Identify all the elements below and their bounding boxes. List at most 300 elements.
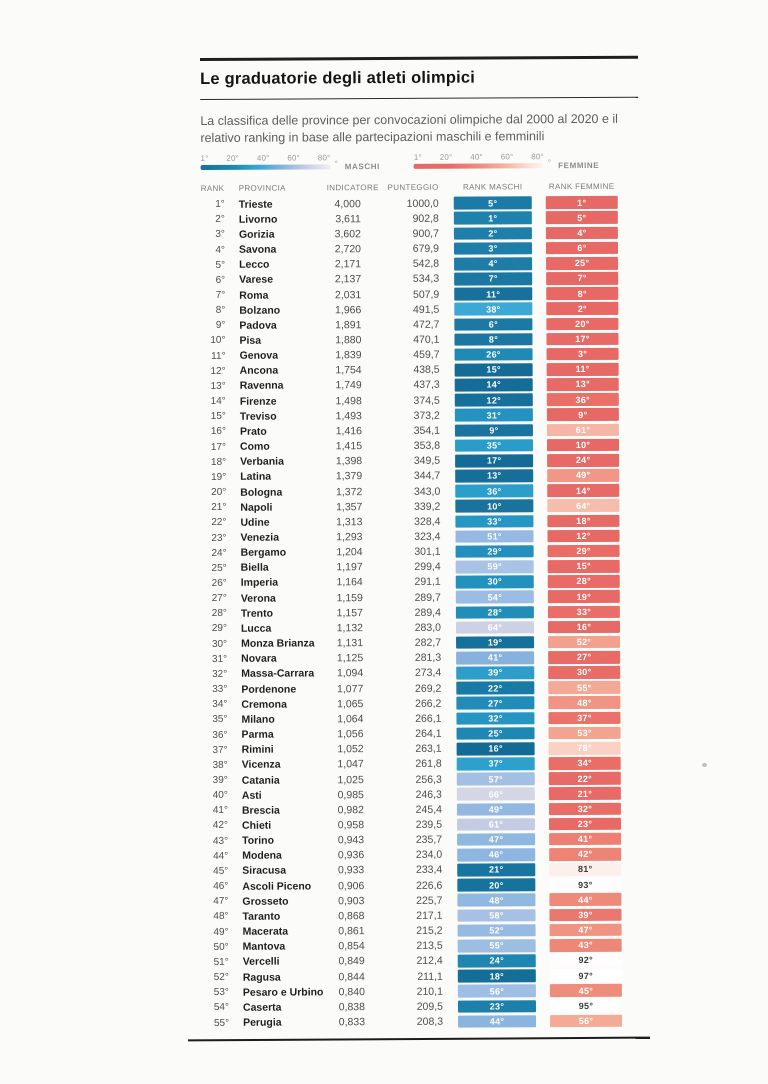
rank-femmine-chip: 29° [548,545,620,558]
rank-cell: 23° [211,532,227,544]
rank-cell: 45° [213,865,229,877]
punteggio-cell: 328,4 [414,515,441,528]
punteggio-cell: 902,8 [412,212,439,225]
indicatore-cell: 0,982 [337,803,364,817]
rank-maschi-chip: 9° [455,424,533,437]
rank-femmine-chip: 92° [550,954,622,967]
indicatore-cell: 0,868 [338,910,365,923]
column-header-punteggio: PUNTEGGIO [387,182,439,192]
provincia-cell: Prato [239,425,267,438]
rank-maschi-chip: 54° [456,591,534,604]
rank-maschi-chip: 46° [457,848,535,861]
punteggio-cell: 289,7 [414,591,441,604]
rank-cell: 43° [212,835,229,847]
indicatore-cell: 0,838 [338,1001,366,1014]
column-header-indicatore: INDICATORE [326,182,379,192]
provincia-cell: Latina [240,471,272,484]
column-header-provincia: PROVINCIA [238,183,286,193]
rank-maschi-chip: 13° [455,469,533,482]
rank-cell: 19° [211,471,227,483]
indicatore-cell: 0,840 [338,985,365,998]
rank-maschi-chip: 30° [456,575,534,588]
rank-femmine-chip: 37° [548,711,620,724]
punteggio-cell: 301,1 [414,545,441,559]
rank-maschi-chip: 44° [458,1015,536,1028]
tick-label: 1° [413,152,422,162]
rank-femmine-chip: 2° [546,302,618,315]
indicatore-cell: 2,137 [334,273,362,286]
rank-femmine-chip: 25° [546,257,618,270]
provincia-cell: Monza Brianza [241,637,315,650]
indicatore-cell: 1,498 [335,394,362,407]
rank-maschi-chip: 39° [456,666,534,679]
rank-femmine-chip: 52° [548,636,620,649]
provincia-cell: Siracusa [242,865,287,878]
provincia-cell: Pisa [239,334,262,347]
indicatore-cell: 0,958 [337,819,365,832]
rank-femmine-chip: 23° [549,817,621,830]
provincia-cell: Grosseto [242,895,289,908]
provincia-cell: Pesaro e Urbino [242,986,324,999]
punteggio-cell: 323,4 [414,530,441,543]
rank-maschi-chip: 4° [454,257,532,270]
punteggio-cell: 208,3 [416,1015,444,1028]
provincia-cell: Genova [239,349,279,362]
rank-femmine-chip: 22° [549,772,621,785]
provincia-cell: Novara [241,652,277,666]
rank-femmine-chip: 10° [547,439,619,452]
indicatore-cell: 1,204 [336,546,363,559]
rank-cell: 25° [211,562,227,574]
rank-maschi-chip: 38° [454,303,532,316]
rank-femmine-chip: 81° [549,863,621,876]
punteggio-cell: 217,1 [416,909,443,922]
indicatore-cell: 1,749 [335,379,362,392]
rank-cell: 24° [211,547,227,559]
punteggio-cell: 437,3 [413,379,440,392]
rank-maschi-chip: 58° [457,909,535,922]
punteggio-cell: 291,1 [414,576,441,589]
indicatore-cell: 0,906 [338,879,365,892]
rank-maschi-chip: 16° [457,742,535,755]
rank-cell: 36° [212,729,228,741]
rank-cell: 33° [212,683,228,696]
indicatore-cell: 1,839 [335,349,362,362]
rank-maschi-chip: 32° [456,712,534,725]
rank-femmine-chip: 64° [547,499,619,512]
provincia-cell: Milano [241,713,275,726]
rank-femmine-chip: 34° [549,757,621,770]
tick-label: 1° [200,153,209,163]
rank-maschi-chip: 27° [456,697,534,710]
rank-maschi-chip: 59° [456,560,534,573]
column-header-rank-femmine: RANK FEMMINE [548,181,615,191]
indicatore-cell: 1,398 [335,455,363,468]
punteggio-cell: 1000,0 [406,197,439,210]
punteggio-cell: 213,5 [416,939,443,953]
rank-cell: 54° [213,1002,230,1014]
indicatore-cell: 1,047 [337,758,364,771]
punteggio-cell: 491,5 [413,303,440,316]
rank-cell: 6° [215,274,226,286]
rank-femmine-chip: 12° [547,530,619,543]
legend-femmine-ticks [414,152,544,162]
rank-femmine-chip: 43° [550,939,622,952]
rank-maschi-chip: 23° [458,1000,536,1013]
indicatore-cell: 0,849 [338,955,365,968]
rank-maschi-chip: 48° [457,894,535,907]
rank-maschi-chip: 64° [456,621,534,634]
column-header-rank: RANK [200,183,225,193]
indicatore-cell: 1,065 [337,697,364,711]
punteggio-cell: 246,3 [415,788,442,801]
punteggio-cell: 215,2 [416,924,443,937]
rank-maschi-chip: 10° [455,500,533,513]
provincia-cell: Taranto [242,910,281,923]
legend-end-mark: ° [547,158,552,168]
provincia-cell: Como [240,440,270,453]
rank-femmine-chip: 56° [550,1015,622,1028]
rank-cell: 46° [213,880,229,893]
indicatore-cell: 1,379 [335,470,363,483]
table-rows [201,195,643,1031]
punteggio-cell: 438,5 [413,364,440,377]
rank-femmine-chip: 53° [549,727,621,740]
punteggio-cell: 233,4 [415,864,443,877]
rank-femmine-chip: 48° [548,696,620,709]
rank-femmine-chip: 27° [548,651,620,664]
provincia-cell: Ravenna [239,380,284,393]
indicatore-cell: 1,966 [335,303,362,316]
rank-femmine-chip: 11° [547,363,619,376]
punteggio-cell: 266,1 [415,712,442,725]
punteggio-cell: 263,1 [415,742,442,756]
indicatore-cell: 1,157 [336,606,363,620]
provincia-cell: Massa-Carrara [241,667,315,681]
punteggio-cell: 234,0 [415,849,443,862]
tick-label: 80° [531,152,544,162]
provincia-cell: Torino [242,834,275,847]
rank-cell: 1° [215,198,225,211]
punteggio-cell: 212,4 [416,955,443,968]
rank-femmine-chip: 47° [550,924,622,937]
chart-subtitle: La classifica delle province per convocazioni olimpiche dal 2000 al 2020 e il relativo ranking in base alle partecipazioni maschili e femminili [200,111,618,145]
rank-femmine-chip: 4° [546,226,618,239]
rank-cell: 8° [215,305,226,317]
legend-maschi-label: MASCHI [344,162,380,172]
rank-cell: 34° [212,699,228,711]
rank-cell: 22° [211,517,227,529]
indicatore-cell: 1,415 [335,440,363,453]
punteggio-cell: 264,1 [415,727,442,740]
rank-cell: 53° [213,987,229,999]
indicatore-cell: 0,943 [337,834,365,847]
provincia-cell: Pordenone [241,683,297,696]
rank-femmine-chip: 1° [546,196,618,209]
rank-cell: 21° [211,502,227,514]
rank-maschi-chip: 3° [454,242,532,255]
punteggio-cell: 235,7 [415,833,443,847]
rank-maschi-chip: 28° [456,606,534,619]
maschi-gradient-bar [201,164,331,170]
rank-cell: 47° [213,896,229,908]
indicatore-cell: 0,933 [337,864,365,877]
provincia-cell: Chieti [241,819,272,832]
provincia-cell: Mantova [242,940,286,954]
rank-femmine-chip: 9° [547,408,619,421]
article-page [200,56,643,1031]
rank-cell: 35° [212,714,228,726]
rank-maschi-chip: 33° [455,515,533,528]
rank-cell: 40° [212,790,228,802]
rank-cell: 37° [212,744,228,756]
indicatore-cell: 1,094 [336,667,364,680]
indicatore-cell: 1,357 [336,500,363,513]
rank-maschi-chip: 61° [457,818,535,831]
provincia-cell: Gorizia [238,228,275,241]
punteggio-cell: 209,5 [416,1000,444,1013]
indicatore-cell: 1,313 [336,516,363,529]
rank-maschi-chip: 12° [455,394,533,407]
rank-femmine-chip: 30° [548,666,620,679]
indicatore-cell: 1,056 [337,728,364,741]
rank-femmine-chip: 24° [547,454,619,467]
rank-femmine-chip: 44° [549,893,621,906]
indicatore-cell: 1,891 [335,318,362,332]
rank-maschi-chip: 2° [454,227,532,240]
provincia-cell: Bergamo [240,546,287,559]
rank-femmine-chip: 42° [549,848,621,861]
punteggio-cell: 374,5 [413,394,440,407]
punteggio-cell: 542,8 [412,257,440,271]
punteggio-cell: 339,2 [414,500,441,513]
provincia-cell: Savona [238,243,277,256]
rank-cell: 16° [210,426,226,438]
rank-maschi-chip: 24° [458,954,536,967]
rank-cell: 29° [211,623,228,635]
provincia-cell: Firenze [239,395,277,408]
rank-maschi-chip: 31° [455,409,533,422]
punteggio-cell: 269,2 [414,682,442,695]
rank-cell: 28° [211,608,227,620]
indicatore-cell: 1,880 [335,334,362,347]
table-header-row [201,179,639,195]
rank-maschi-chip: 55° [458,939,536,952]
punteggio-cell: 282,7 [414,636,442,649]
rank-cell: 44° [213,850,229,862]
rank-femmine-chip: 13° [547,378,619,391]
provincia-cell: Roma [239,289,269,302]
provincia-cell: Padova [239,319,277,332]
provincia-cell: Modena [242,849,282,863]
punteggio-cell: 534,3 [412,273,440,286]
indicatore-cell: 0,903 [338,894,365,908]
rank-femmine-chip: 14° [547,484,619,497]
provincia-cell: Biella [240,561,269,575]
column-header-rank-maschi: RANK MASCHI [462,181,523,192]
rank-maschi-chip: 22° [456,682,534,695]
indicatore-cell: 1,293 [336,531,363,544]
punteggio-cell: 256,3 [415,773,442,786]
rank-femmine-chip: 32° [549,802,621,815]
provincia-cell: Macerata [242,925,289,938]
rank-cell: 49° [213,926,229,938]
punteggio-cell: 226,6 [416,879,443,892]
rank-maschi-chip: 29° [456,545,534,558]
rank-cell: 7° [215,289,226,301]
rank-maschi-chip: 21° [457,863,535,876]
rank-cell: 42° [212,820,229,832]
punteggio-cell: 239,5 [415,818,443,831]
rank-femmine-chip: 8° [546,287,618,300]
provincia-cell: Bologna [240,486,283,499]
provincia-cell: Brescia [241,804,280,817]
rank-cell: 9° [215,320,226,332]
tick-label: 40° [470,152,483,162]
tick-label: 60° [500,152,514,162]
rank-femmine-chip: 45° [550,984,622,997]
indicatore-cell: 1,025 [337,773,364,786]
punteggio-cell: 266,2 [415,697,442,710]
rank-cell: 18° [210,456,227,468]
rank-maschi-chip: 51° [455,530,533,543]
indicatore-cell: 0,936 [337,849,365,862]
title-block [200,56,638,100]
indicatore-cell: 1,164 [336,576,363,589]
rank-maschi-chip: 35° [455,439,533,452]
color-scale-legend [201,152,639,172]
rank-cell: 38° [212,759,228,771]
rank-cell: 41° [212,805,228,817]
punteggio-cell: 373,2 [413,409,440,422]
tick-label: 40° [256,153,270,163]
rank-cell: 12° [210,365,226,377]
rank-cell: 11° [211,350,226,362]
provincia-cell: Verona [240,592,276,605]
indicatore-cell: 1,197 [336,561,363,574]
rank-maschi-chip: 47° [457,833,535,846]
provincia-cell: Udine [240,516,270,529]
tick-label: 80° [317,153,331,163]
indicatore-cell: 1,159 [336,591,363,604]
tick-label: 20° [439,152,453,162]
rank-cell: 50° [213,941,229,953]
punteggio-cell: 470,1 [413,333,440,346]
rank-maschi-chip: 15° [455,363,533,376]
indicatore-cell: 0,854 [338,940,365,953]
provincia-cell: Cremona [241,698,287,711]
rank-femmine-chip: 36° [547,393,619,406]
punteggio-cell: 354,1 [413,424,440,437]
rank-femmine-chip: 5° [546,211,618,224]
rank-maschi-chip: 20° [457,879,535,892]
provincia-cell: Rimini [241,743,274,756]
bottom-rule [188,1037,650,1042]
rank-cell: 5° [215,259,226,271]
provincia-cell: Napoli [240,501,273,514]
rank-maschi-chip: 57° [457,772,535,785]
rank-femmine-chip: 61° [547,423,619,436]
rank-maschi-chip: 19° [456,636,534,649]
rank-femmine-chip: 6° [546,242,618,255]
punteggio-cell: 353,8 [413,439,441,452]
rank-femmine-chip: 3° [547,348,619,361]
provincia-cell: Parma [241,728,274,741]
indicatore-cell: 2,031 [334,288,362,301]
rank-cell: 2° [215,214,225,226]
provincia-cell: Lucca [240,622,272,635]
punteggio-cell: 281,3 [414,652,442,665]
rank-cell: 10° [210,335,226,347]
rank-maschi-chip: 17° [455,454,533,467]
rank-maschi-chip: 18° [458,970,536,983]
rank-cell: 39° [212,774,228,786]
provincia-cell: Lecco [239,258,270,272]
punteggio-cell: 210,1 [416,985,443,998]
punteggio-cell: 472,7 [413,318,440,331]
indicatore-cell: 4,000 [334,197,361,210]
provincia-cell: Caserta [242,1001,282,1014]
rank-maschi-chip: 25° [457,727,535,740]
punteggio-cell: 225,7 [416,894,443,907]
punteggio-cell: 344,7 [413,470,441,483]
provincia-cell: Trento [240,607,274,620]
provincia-cell: Vercelli [242,955,280,969]
provincia-cell: Asti [241,789,262,802]
provincia-cell: Perugia [243,1016,282,1029]
rank-femmine-chip: 28° [548,575,620,588]
rank-maschi-chip: 49° [457,803,535,816]
rank-maschi-chip: 6° [454,318,532,331]
rank-maschi-chip: 7° [454,272,532,285]
rank-maschi-chip: 14° [455,378,533,391]
indicatore-cell: 2,171 [334,258,362,271]
rank-femmine-chip: 16° [548,620,620,633]
provincia-cell: Trieste [238,198,273,211]
legend-femmine-label: FEMMINE [558,160,600,171]
rank-maschi-chip: 41° [456,651,534,664]
scan-speck [702,763,707,767]
provincia-cell: Livorno [238,213,278,226]
tick-label: 60° [287,153,301,163]
indicatore-cell: 1,372 [335,485,363,498]
legend-maschi-ticks [201,153,331,163]
indicatore-cell: 3,602 [334,228,361,241]
punteggio-cell: 900,7 [412,227,439,240]
rank-cell: 26° [211,577,227,589]
rank-femmine-chip: 95° [550,999,622,1012]
tick-label: 20° [226,153,240,163]
rank-maschi-chip: 5° [454,197,532,210]
rank-femmine-chip: 7° [546,272,618,285]
rank-cell: 31° [211,653,228,665]
rank-femmine-chip: 93° [549,878,621,891]
provincia-cell: Ascoli Piceno [242,880,312,893]
rank-femmine-chip: 49° [547,469,619,482]
rank-femmine-chip: 33° [548,605,620,618]
rank-cell: 15° [210,411,226,423]
rank-maschi-chip: 8° [454,333,532,346]
rank-maschi-chip: 52° [458,924,536,937]
rank-femmine-chip: 97° [550,969,622,982]
rank-cell: 13° [210,380,226,392]
indicatore-cell: 1,416 [335,425,362,438]
rank-cell: 55° [213,1017,230,1029]
rank-maschi-chip: 26° [455,348,533,361]
rank-cell: 32° [212,668,228,680]
punteggio-cell: 261,8 [415,758,442,771]
indicatore-cell: 1,064 [337,713,364,726]
